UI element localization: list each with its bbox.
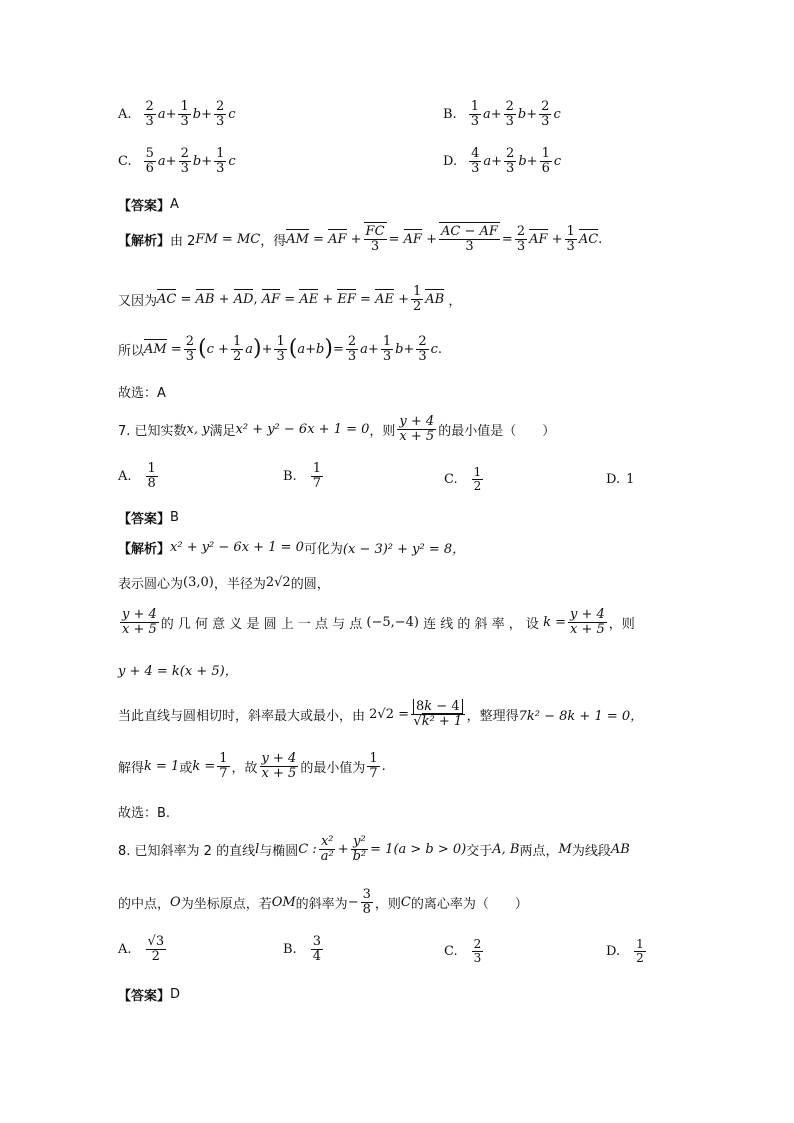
option-letter: A.	[118, 941, 132, 957]
analysis-eq: (x − 3)² + y² = 8，	[342, 542, 466, 557]
analysis-eq: (3,0)	[183, 575, 214, 590]
q7-analysis-line6: 解得 k = 1 或 k = $\frac{1}{7}$ ，故 $\frac{y + 4}{x + 5}$ 的最小值为 $\frac{1}{7}$ .	[118, 751, 386, 781]
question-text: 交于	[466, 843, 493, 859]
option-letter: A.	[118, 468, 132, 484]
question-eq: = 1(a > b > 0)	[370, 841, 467, 857]
option-letter: B.	[443, 106, 457, 122]
frac-den: 3	[473, 950, 482, 965]
analysis-text: ，故	[231, 760, 258, 776]
question-var: M	[558, 841, 572, 857]
q6-option-c: C. $\frac{5}{6}$ a + $\frac{2}{3}$ b + $\frac{1}{3}$ c	[118, 146, 236, 176]
q8-answer	[118, 985, 180, 1004]
q6-analysis-line3: 所以 AM = $\frac{2}{3}$ ( c + $\frac{1}{2}$ a ) + $\frac{1}{3}$ ( a + b ) = $\frac{2}{3}$ a + $\frac{1}{3}$ b + $\frac{2}{3}$ c .	[118, 334, 443, 364]
q8-option-d	[606, 938, 648, 964]
question-var: A, B	[492, 841, 520, 857]
analysis-text: 的最小值为	[300, 760, 366, 776]
frac-num: 1	[147, 461, 156, 476]
frac-num: 1	[312, 461, 321, 476]
frac-den: 7	[312, 475, 321, 491]
analysis-text: 由 2	[170, 233, 196, 249]
q8-stem-line1: 8. 已知斜率为 2 的直线 l 与椭圆 C : $\frac{\text{x²}}{\text{a²}}$ + $\frac{\text{y²}}{\text{b²}}$ = 1(a > b > 0) 交于 A, B 两点， M 为线段 AB	[118, 834, 630, 864]
analysis-text: ，则	[608, 616, 635, 632]
q7-analysis-line4	[118, 660, 238, 679]
answer-value: D	[170, 987, 181, 1002]
analysis-eq: 2√2	[265, 575, 291, 590]
option-letter: B.	[283, 941, 297, 957]
question-text: 的中点，	[118, 896, 171, 912]
q7-option-d	[606, 472, 634, 487]
option-text: 1	[626, 472, 635, 487]
analysis-text: ，得	[260, 233, 287, 249]
answer-label: 【答案】	[118, 512, 171, 527]
analysis-eq: (−5,−4)	[366, 614, 419, 630]
answer-label: 【答案】	[118, 989, 171, 1004]
question-var: C :	[298, 841, 317, 857]
q7-conclusion: 故选：B.	[118, 806, 171, 821]
answer-label: 【答案】	[118, 199, 171, 214]
q7-analysis-line1	[118, 538, 465, 557]
question-var: AB	[610, 841, 630, 857]
frac-num: 2	[473, 937, 482, 951]
answer-value: A	[170, 197, 179, 212]
question-text: 的斜率为	[295, 896, 348, 912]
q6-option-d: D. $\frac{4}{3}$ a + $\frac{2}{3}$ b + $\frac{1}{6}$ c	[443, 146, 562, 176]
analysis-text: ，整理得	[466, 708, 519, 724]
q7-option-a	[118, 462, 160, 490]
analysis-text: 的 几 何 意 义 是 圆 上 一 点 与 点	[160, 616, 363, 632]
q6-analysis-line2: 又因为 AC = AB + AD , AF = AE + EF = AE + $\frac{1}{2}$ AB ，	[118, 284, 462, 314]
question-text: 8. 已知斜率为 2 的直线	[118, 843, 256, 859]
q8-option-c	[444, 938, 485, 964]
analysis-text: ，半径为	[213, 577, 266, 592]
question-text: 7. 已知实数	[118, 423, 187, 439]
analysis-eq: x² + y² − 6x + 1 = 0	[170, 540, 304, 555]
question-var: OM	[271, 894, 296, 910]
analysis-text: 表示圆心为	[118, 577, 184, 592]
option-letter: D.	[443, 153, 458, 169]
frac-den: 8	[147, 475, 156, 491]
q8-option-a: A. $\frac{√3}{2}$	[118, 934, 165, 964]
analysis-label: 【解析】	[118, 233, 171, 249]
option-letter: C.	[444, 471, 458, 487]
question-vars: x, y	[186, 421, 210, 437]
option-letter: A.	[118, 106, 132, 122]
q6-conclusion: 故选：A	[118, 386, 166, 401]
q7-analysis-line5: 当此直线与圆相切时，斜率最大或最小，由 2√2 = $\frac{8k - 4}{\text{√k² + 1}}$ ，整理得 7k² − 8k + 1 = 0，	[118, 699, 644, 729]
q8-option-b	[283, 935, 325, 963]
q6-option-b: B. $\frac{1}{3}$ a + $\frac{2}{3}$ b + $\frac{2}{3}$ c	[443, 99, 561, 129]
option-letter: B.	[283, 468, 297, 484]
analysis-text: 连 线 的 斜 率 ， 设	[423, 616, 539, 632]
option-letter: D.	[606, 943, 621, 959]
analysis-text: 的圆，	[290, 577, 330, 592]
analysis-text: 当此直线与圆相切时，斜率最大或最小，由	[118, 708, 366, 724]
analysis-text: 所以	[118, 343, 145, 359]
question-text: 为坐标原点，若	[180, 896, 272, 912]
q6-option-a: A. $\frac{2}{3}$ a + $\frac{1}{3}$ b + $\frac{2}{3}$ c	[118, 99, 236, 129]
analysis-text: 又因为	[118, 293, 158, 309]
analysis-eq: 7k² − 8k + 1 = 0，	[518, 708, 644, 724]
question-text: 两点，	[519, 843, 559, 859]
question-var: C	[400, 894, 411, 910]
answer-value: B	[170, 510, 179, 525]
question-eq: x² + y² − 6x + 1 = 0	[235, 421, 370, 437]
frac-num: 1	[636, 937, 644, 951]
analysis-eq: k =	[192, 758, 216, 774]
question-text: 为线段	[571, 843, 611, 859]
analysis-eq: k = 1	[144, 758, 180, 774]
option-letter: C.	[444, 943, 458, 959]
analysis-text: 可化为	[303, 542, 343, 557]
q7-analysis-line3: $\frac{y + 4}{x + 5}$ 的 几 何 意 义 是 圆 上 一 点 与 点 (−5,−4) 连 线 的 斜 率 ， 设 k = $\frac{y + 4}{x + 5}$ ，则	[122, 607, 635, 637]
analysis-label: 【解析】	[118, 542, 171, 557]
analysis-text: 或	[179, 760, 193, 776]
analysis-text: 解得	[118, 760, 145, 776]
question-text: ，则	[369, 423, 396, 439]
q7-option-b	[283, 462, 325, 490]
frac-num: 1	[473, 465, 482, 479]
question-var: l	[255, 841, 260, 857]
option-letter: C.	[118, 153, 132, 169]
question-text: 的离心率为（ ）	[410, 896, 528, 912]
analysis-eq: y + 4 = k(x + 5)，	[118, 664, 238, 679]
question-text: 的最小值是（ ）	[438, 423, 556, 439]
q6-analysis-line1: 【解析】 由 2 FM = MC ，得 AM = AF + $\frac{FC}{3}$ = AF + $\frac{AC - AF}{3}$ = $\frac{2}{3}$ AF + $\frac{1}{3}$ AC .	[118, 224, 603, 254]
q7-stem: 7. 已知实数 x, y 满足 x² + y² − 6x + 1 = 0 ，则 $\frac{y + 4}{x + 5}$ 的最小值是（ ）	[118, 414, 556, 444]
frac-den: 2	[636, 950, 644, 965]
question-text: 与椭圆	[259, 843, 299, 859]
q7-answer	[118, 508, 179, 527]
q6-answer	[118, 195, 179, 214]
q8-stem-line2: 的中点， O 为坐标原点，若 OM 的斜率为 − $\frac{3}{8}$ ，则 C 的离心率为（ ）	[118, 887, 528, 917]
frac-den: 4	[312, 948, 321, 964]
question-var: O	[170, 894, 181, 910]
q7-option-c	[444, 466, 485, 492]
frac-num: 3	[312, 934, 321, 949]
q7-analysis-line2	[118, 573, 330, 592]
frac-den: 2	[473, 478, 482, 493]
question-text: ，则	[374, 896, 401, 912]
question-text: 满足	[209, 423, 236, 439]
option-letter: D.	[606, 472, 621, 487]
